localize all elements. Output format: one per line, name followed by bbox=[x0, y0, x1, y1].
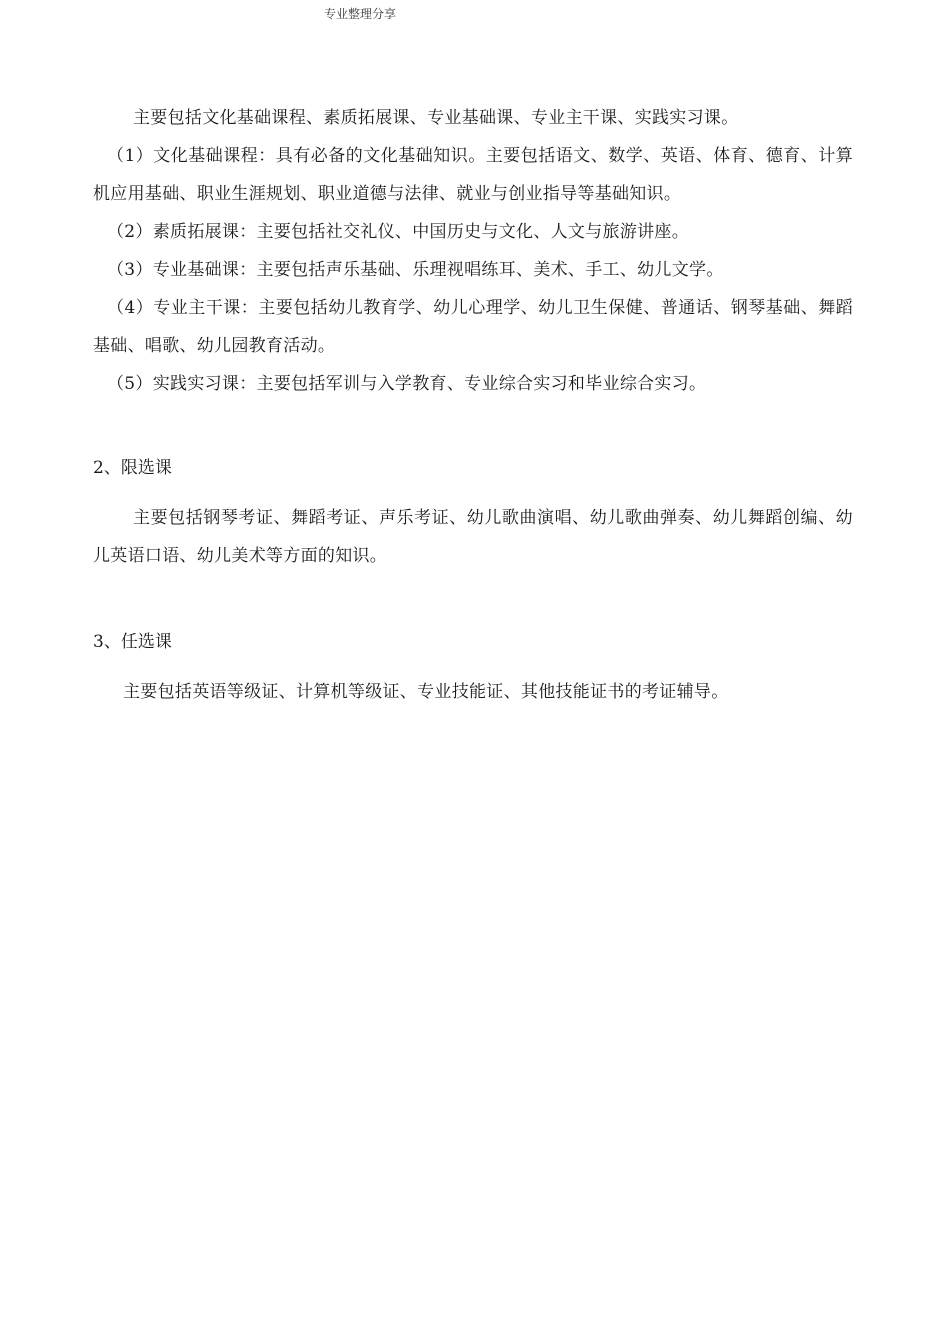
section-free-electives bbox=[93, 673, 853, 711]
section2-body: 主要包括钢琴考证、舞蹈考证、声乐考证、幼儿歌曲演唱、幼儿歌曲弹奏、幼儿舞蹈创编、幼儿英语口语、幼儿美术等方面的知识。 bbox=[93, 508, 853, 566]
section1-intro: 主要包括文化基础课程、素质拓展课、专业基础课、专业主干课、实践实习课。 bbox=[133, 108, 739, 128]
course-item-professional-core: （4）专业主干课：主要包括幼儿教育学、幼儿心理学、幼儿卫生保健、普通话、钢琴基础、舞蹈基础、唱歌、幼儿园教育活动。 bbox=[93, 298, 853, 356]
section-compulsory-courses bbox=[93, 99, 853, 403]
course-item-culture-basics: （1）文化基础课程：具有必备的文化基础知识。主要包括语文、数学、英语、体育、德育、计算机应用基础、职业生涯规划、职业道德与法律、就业与创业指导等基础知识。 bbox=[93, 146, 853, 204]
header-note: 专业整理分享 bbox=[324, 7, 397, 21]
section3-body: 主要包括英语等级证、计算机等级证、专业技能证、其他技能证书的考证辅导。 bbox=[123, 682, 729, 702]
course-item-quality-extension: （2）素质拓展课：主要包括社交礼仪、中国历史与文化、人文与旅游讲座。 bbox=[107, 222, 690, 242]
section2-heading: 2、限选课 bbox=[93, 458, 172, 478]
section3-heading: 3、任选课 bbox=[93, 632, 172, 652]
course-item-practice: （5）实践实习课：主要包括军训与入学教育、专业综合实习和毕业综合实习。 bbox=[107, 374, 707, 394]
section-restricted-electives bbox=[93, 499, 853, 575]
course-item-professional-basics: （3）专业基础课：主要包括声乐基础、乐理视唱练耳、美术、手工、幼儿文学。 bbox=[107, 260, 724, 280]
